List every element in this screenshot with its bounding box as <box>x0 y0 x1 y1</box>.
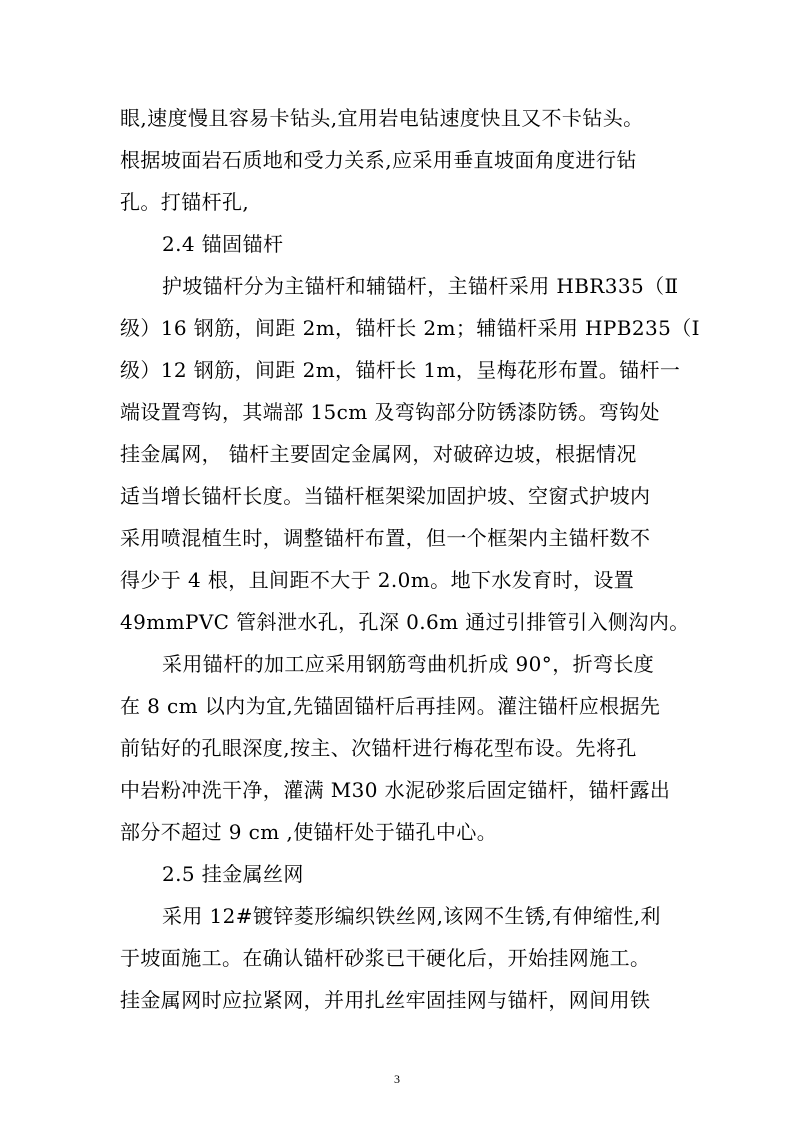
text-line: 49mmPVC 管斜泄水孔，孔深 0.6m 通过引排管引入侧沟内。 <box>120 610 690 634</box>
text-line: 在 8 cm 以内为宜,先锚固锚杆后再挂网。灌注锚杆应根据先 <box>120 694 661 718</box>
text-line: 采用 12#镀锌菱形编织铁丝网,该网不生锈,有伸缩性,利 <box>162 904 661 928</box>
section-heading: 2.4 锚固锚杆 <box>162 232 284 256</box>
text-line: 端设置弯钩，其端部 15cm 及弯钩部分防锈漆防锈。弯钩处 <box>120 400 660 424</box>
text-line: 得少于 4 根，且间距不大于 2.0m。地下水发育时，设置 <box>120 568 635 592</box>
text-line: 适当增长锚杆长度。当锚杆框架梁加固护坡、空窗式护坡内 <box>120 484 651 508</box>
section-heading: 2.5 挂金属丝网 <box>162 862 304 886</box>
text-line: 挂金属网时应拉紧网，并用扎丝牢固挂网与锚杆，网间用铁 <box>120 988 651 1012</box>
text-line: 部分不超过 9 cm ,使锚杆处于锚孔中心。 <box>120 820 498 844</box>
text-line: 采用锚杆的加工应采用钢筋弯曲机折成 90°，折弯长度 <box>162 652 655 676</box>
text-line: 挂金属网， 锚杆主要固定金属网，对破碎边坡，根据情况 <box>120 442 637 466</box>
page-number: 3 <box>394 1072 400 1086</box>
text-line: 级）16 钢筋，间距 2m，锚杆长 2m；辅锚杆采用 HPB235（Ⅰ <box>120 316 700 340</box>
text-line: 根据坡面岩石质地和受力关系,应采用垂直坡面角度进行钻 <box>120 148 637 172</box>
text-line: 采用喷混植生时，调整锚杆布置，但一个框架内主锚杆数不 <box>120 526 651 550</box>
text-line: 护坡锚杆分为主锚杆和辅锚杆，主锚杆采用 HBR335（Ⅱ <box>162 274 679 298</box>
text-line: 中岩粉冲洗干净，灌满 M30 水泥砂浆后固定锚杆，锚杆露出 <box>120 778 671 802</box>
text-line: 于坡面施工。在确认锚杆砂浆已干硬化后，开始挂网施工。 <box>120 946 651 970</box>
text-line: 前钻好的孔眼深度,按主、次锚杆进行梅花型布设。先将孔 <box>120 736 637 760</box>
text-line: 孔。打锚杆孔, <box>120 190 250 214</box>
text-line: 级）12 钢筋，间距 2m，锚杆长 1m，呈梅花形布置。锚杆一 <box>120 358 681 382</box>
text-line: 眼,速度慢且容易卡钻头,宜用岩电钻速度快且又不卡钻头。 <box>120 106 644 130</box>
